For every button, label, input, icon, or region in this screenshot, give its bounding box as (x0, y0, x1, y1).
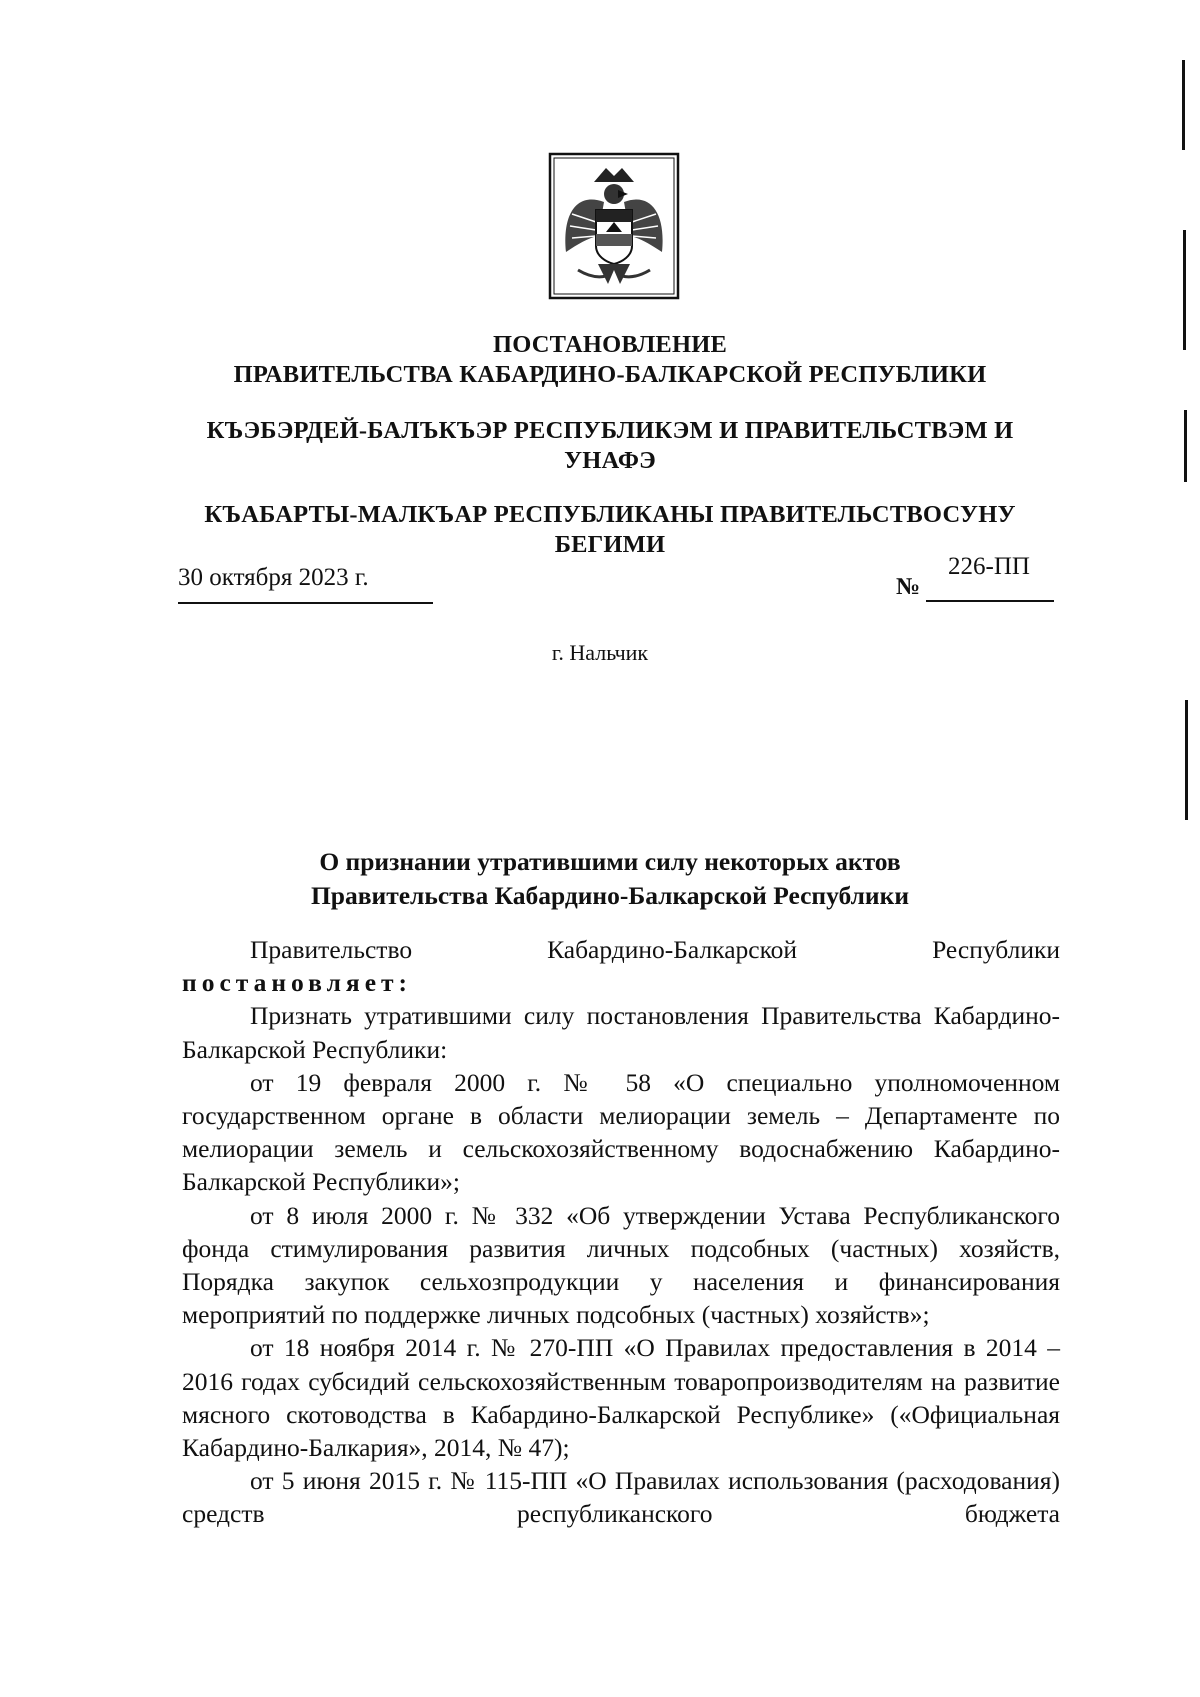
document-number: 226-ПП (948, 553, 1030, 580)
paragraph: от 5 июня 2015 г. № 115-ПП «О Правилах использования (расходования) средств республиканского бюджета (182, 1466, 1060, 1529)
document-date: 30 октября 2023 г. (178, 564, 369, 591)
heading-line: БЕГИМИ (554, 531, 666, 558)
preamble-verb: постановляет: (182, 968, 413, 998)
heading-line: КЪАБАРТЫ-МАЛКЪАР РЕСПУБЛИКАНЫ ПРАВИТЕЛЬСТВОСУНУ (204, 501, 1016, 528)
title-line: Правительства Кабардино-Балкарской Республики (310, 881, 910, 910)
document-title (200, 845, 1020, 913)
heading-line: ПОСТАНОВЛЕНИЕ (492, 331, 728, 358)
heading-line: КЪЭБЭРДЕЙ-БАЛЪКЪЭР РЕСПУБЛИКЭМ И ПРАВИТЕЛЬСТВЭМ И (206, 417, 1014, 444)
paragraph: от 8 июля 2000 г. № 332 «Об утверждении Устава Республиканского фонда стимулирования развития личных подсобных (частных) хозяйств, Порядка закупок сельхозпродукции у населения и финансирования мероприятий по поддержке личных подсобных (частных) хозяйств»; (182, 1200, 1060, 1330)
heading-line: УНАФЭ (564, 447, 656, 474)
paragraph: от 18 ноября 2014 г. № 270-ПП «О Правилах предоставления в 2014 – 2016 годах субсидий сельскохозяйственным товаропроизводителям на развитие мясного скотоводства в Кабардино-Балкарской Республике» («Официальная Кабардино-Балкария», 2014, № 47); (182, 1333, 1060, 1463)
coat-of-arms-emblem (548, 152, 680, 300)
scan-artifact (1184, 410, 1187, 482)
balkar-heading (170, 500, 1050, 560)
number-sign: № (896, 574, 921, 600)
number-underline (926, 600, 1054, 602)
preamble-lead: Правительство Кабардино-Балкарской Республики (250, 935, 1060, 964)
paragraph: Признать утратившими силу постановления Правительства Кабардино-Балкарской Республики: (182, 1001, 1060, 1064)
scan-artifact (1185, 700, 1188, 820)
document-body (182, 933, 1060, 1531)
date-underline (178, 602, 433, 604)
title-line: О признании утратившими силу некоторых актов (319, 847, 901, 876)
scan-artifact (1182, 60, 1185, 150)
kabardian-heading (170, 416, 1050, 476)
heading-line: ПРАВИТЕЛЬСТВА КАБАРДИНО-БАЛКАРСКОЙ РЕСПУБЛИКИ (233, 361, 987, 388)
document-city: г. Нальчик (551, 640, 649, 665)
scan-artifact (1183, 230, 1186, 350)
paragraph: от 19 февраля 2000 г. № 58 «О специально уполномоченном государственном органе в области мелиорации земель – Департаменте по мелиорации земель и сельскохозяйственному водоснабжению Кабардино-Балкарской Республики»; (182, 1067, 1060, 1197)
document-heading (170, 330, 1050, 390)
